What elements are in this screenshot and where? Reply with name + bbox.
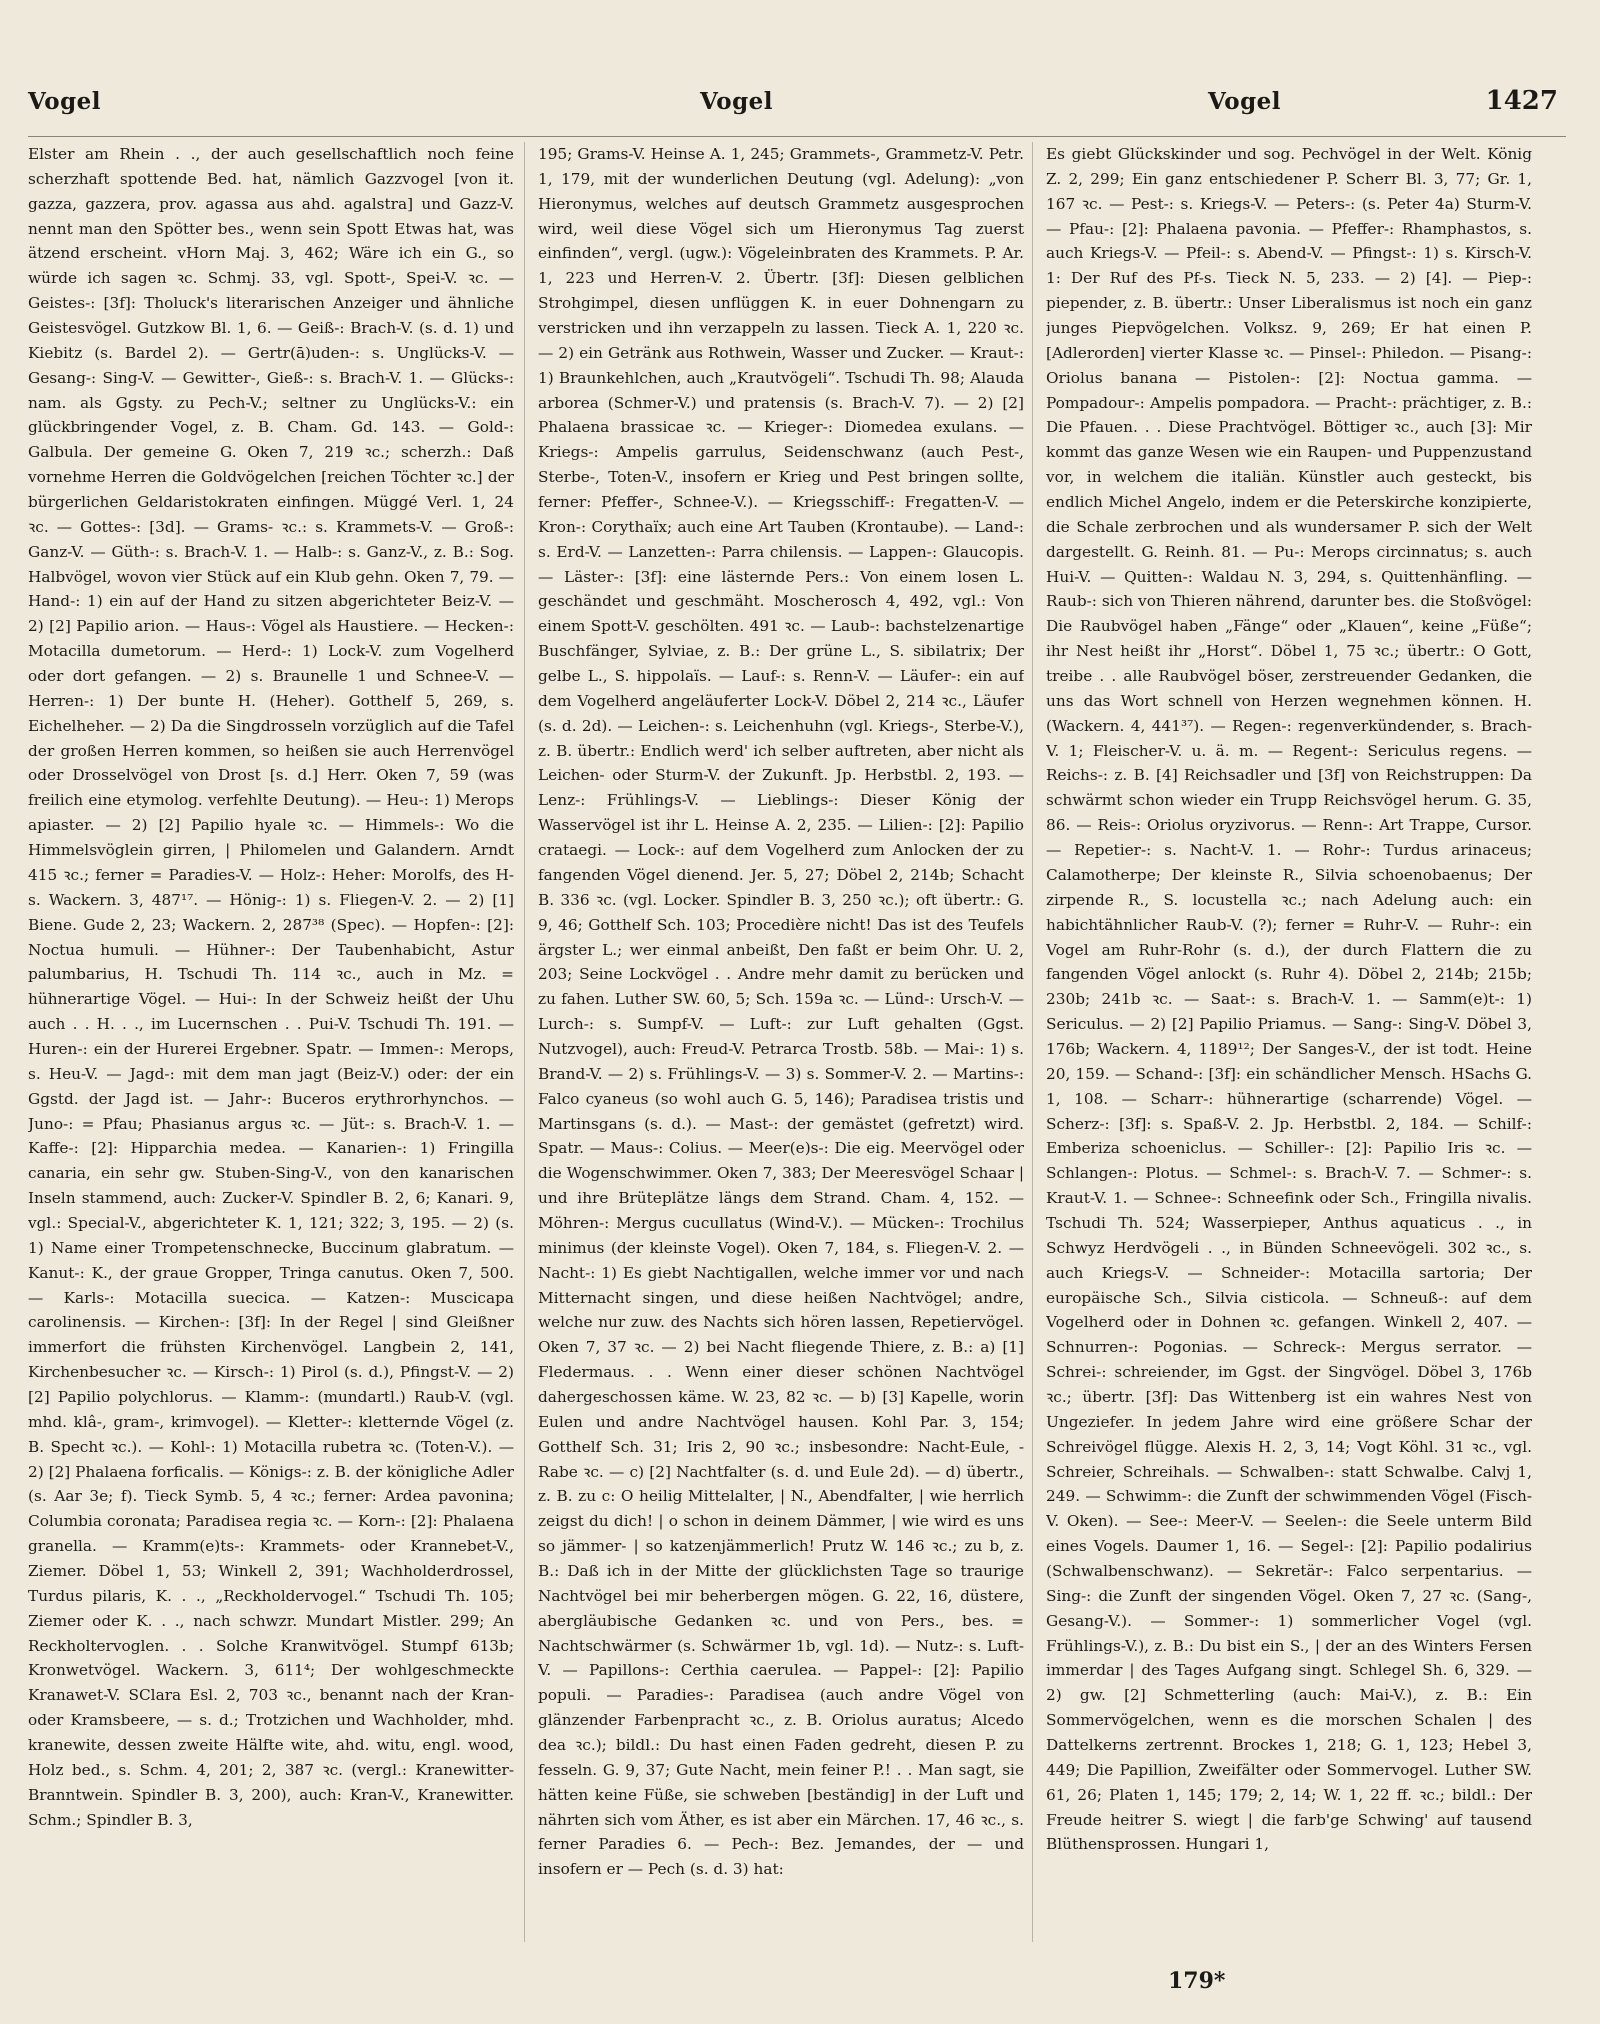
header-rule [28, 136, 1566, 137]
running-header [28, 88, 1558, 128]
text-column-middle [538, 142, 1024, 1952]
header-left-headword: Vogel [28, 88, 102, 115]
column-divider [1032, 142, 1033, 1942]
column-text: 195; Grams-V. Heinse A. 1, 245; Grammets-, Grammetz-V. Petr. 1, 179, mit der wunderlichen Deutung (vgl. Adelung): „von Hieronymus, welches auf deutsch Grammetz ausgesprochen wird, weil diese Vögel sich um Hieronymus Tag zuerst einfinden“, vergl. (ugw.): Vögeleinbraten des Krammets. P. Ar. 1, 223 und Herren-V. 2. Übertr. [3f]: Diesen gelblichen Strohgimpel, diesen unflüggen K. in euer Dohnengarn zu verstricken und ihn verzappeln zu lassen. Tieck A. 1, 220 ꝛc. — 2) ein Getränk aus Rothwein, Wasser und Zucker. — Kraut-: 1) Braunkehlchen, auch „Krautvögeli“. Tschudi Th. 98; Alauda arborea (Schmer-V.) und pratensis (s. Brach-V. 7). — 2) [2] Phalaena brassicae ꝛc. — Krieger-: Diomedea exulans. — Kriegs-: Ampelis garrulus, Seidenschwanz (auch Pest-, Sterbe-, Toten-V., insofern er Krieg und Pest bringen sollte, ferner: Pfeffer-, Schnee-V.). — Kriegsschiff-: Fregatten-V. — Kron-: Corythaïx; auch eine Art Tauben (Krontaube). — Land-: s. Erd-V. — Lanzetten-: Parra chilensis. — Lappen-: Glaucopis. — Läster-: [3f]: eine lästernde Pers.: Von einem losen L. geschändet und geschmäht. Moscherosch 4, 492, vgl.: Von einem Spott-V. geschölten. 491 ꝛc. — Laub-: bachstelzenartige Buschfänger, Sylviae, z. B.: Der grüne L., S. sibilatrix; Der gelbe L., S. hippolaïs. — Lauf-: s. Renn-V. — Läufer-: ein auf dem Vogelherd angeläuferter Lock-V. Döbel 2, 214 ꝛc., Läufer (s. d. 2d). — Leichen-: s. Leichenhuhn (vgl. Kriegs-, Sterbe-V.), z. B. übertr.: Endlich werd' ich selber auftreten, aber nicht als Leichen- oder Sturm-V. der Zukunft. Jp. Herbstbl. 2, 193. — Lenz-: Frühlings-V. — Lieblings-: Dieser König der Wasservögel ist ihr L. Heinse A. 2, 235. — Lilien-: [2]: Papilio crataegi. — Lock-: auf dem Vogelherd zum Anlocken der zu fangenden Vögel dienend. Jer. 5, 27; Döbel 2, 214b; Schacht B. 336 ꝛc. (vgl. Locker. Spindler B. 3, 250 ꝛc.); oft übertr.: G. 9, 46; Gotthelf Sch. 103; Procedière nicht! Das ist des Teufels ärgster L.; wer einmal anbeißt, Den faßt er beim Ohr. U. 2, 203; Seine Lockvögel . . Andre mehr damit zu berücken und zu fahen. Luther SW. 60, 5; Sch. 159a ꝛc. — Lünd-: Ursch-V. — Lurch-: s. Sumpf-V. — Luft-: zur Luft gehalten (Ggst. Nutzvogel), auch: Freud-V. Petrarca Trostb. 58b. — Mai-: 1) s. Brand-V. — 2) s. Frühlings-V. — 3) s. Sommer-V. 2. — Martins-: Falco cyaneus (so wohl auch G. 5, 146); Paradisea tristis und Martinsgans (s. d.). — Mast-: der gemästet (gefretzt) wird. Spatr. — Maus-: Colius. — Meer(e)s-: Die eig. Meervögel oder die Wogenschwimmer. Oken 7, 383; Der Meeresvögel Schaar | und ihre Brüteplätze längs dem Strand. Cham. 4, 152. — Möhren-: Mergus cucullatus (Wind-V.). — Mücken-: Trochilus minimus (der kleinste Vogel). Oken 7, 184, s. Fliegen-V. 2. — Nacht-: 1) Es giebt Nachtigallen, welche immer vor und nach Mitternacht singen, und diese heißen Nachtvögel; andre, welche nur zuw. des Nachts sich hören lassen, Repetiervögel. Oken 7, 37 ꝛc. — 2) bei Nacht fliegende Thiere, z. B.: a) [1] Fledermaus. . . Wenn einer dieser schönen Nachtvögel dahergeschossen käme. W. 23, 82 ꝛc. — b) [3] Kapelle, worin Eulen und andre Nachtvögel hausen. Kohl Par. 3, 154; Gotthelf Sch. 31; Iris 2, 90 ꝛc.; insbesondre: Nacht-Eule, -Rabe ꝛc. — c) [2] Nachtfalter (s. d. und Eule 2d). — d) übertr., z. B. zu c: O heilig Mittelalter, | N., Abendfalter, | wie herrlich zeigst du dich! | o schon in deinem Dämmer, | wie wird es uns so jämmer- | so katzenjämmerlich! Prutz W. 146 ꝛc.; zu b, z. B.: Daß ich in der Mitte der glücklichsten Tage so traurige Nachtvögel bei mir beherbergen mögen. G. 22, 16, düstere, abergläubische Gedanken ꝛc. und von Pers., bes. = Nachtschwärmer (s. Schwärmer 1b, vgl. 1d). — Nutz-: s. Luft-V. — Papillons-: Certhia caerulea. — Pappel-: [2]: Papilio populi. — Paradies-: Paradisea (auch andre Vögel von glänzender Farbenpracht ꝛc., z. B. Oriolus auratus; Alcedo dea ꝛc.); bildl.: Du hast einen Faden gedreht, diesen P. zu fesseln. G. 9, 37; Gute Nacht, mein feiner P.! . . Man sagt, sie hätten keine Füße, sie schweben [beständig] in der Luft und nährten sich vom Äther, es ist aber ein Märchen. 17, 46 ꝛc., s. ferner Paradies 6. — Pech-: Bez. Jemandes, der — und insofern er — Pech (s. d. 3) hat: [538, 145, 1024, 1879]
text-column-left [28, 142, 514, 1952]
header-center-headword: Vogel [700, 88, 774, 115]
column-text: Es giebt Glückskinder und sog. Pechvögel in der Welt. König Z. 2, 299; Ein ganz entschiedener P. Scherr Bl. 3, 77; Gr. 1, 167 ꝛc. — Pest-: s. Kriegs-V. — Peters-: (s. Peter 4a) Sturm-V. — Pfau-: [2]: Phalaena pavonia. — Pfeffer-: Rhamphastos, s. auch Kriegs-V. — Pfeil-: s. Abend-V. — Pfingst-: 1) s. Kirsch-V. 1: Der Ruf des Pf-s. Tieck N. 5, 233. — 2) [4]. — Piep-: piepender, z. B. übertr.: Unser Liberalismus ist noch ein ganz junges Piepvögelchen. Volksz. 9, 269; Er hat einen P. [Adlerorden] vierter Klasse ꝛc. — Pinsel-: Philedon. — Pisang-: Oriolus banana — Pistolen-: [2]: Noctua gamma. — Pompadour-: Ampelis pompadora. — Pracht-: prächtiger, z. B.: Die Pfauen. . . Diese Prachtvögel. Böttiger ꝛc., auch [3]: Mir kommt das ganze Wesen wie ein Raupen- und Puppenzustand vor, in welchem die italiän. Künstler auch gesteckt, bis endlich Michel Angelo, indem er die Peterskirche konzipierte, die Schale zerbrochen und als wundersamer P. sich der Welt dargestellt. G. Reinh. 81. — Pu-: Merops circinnatus; s. auch Hui-V. — Quitten-: Waldau N. 3, 294, s. Quittenhänfling. — Raub-: sich von Thieren nährend, darunter bes. die Stoßvögel: Die Raubvögel haben „Fänge“ oder „Klauen“, keine „Füße“; ihr Nest heißt ihr „Horst“. Döbel 1, 75 ꝛc.; übertr.: O Gott, treibe . . alle Raubvögel böser, zerstreuender Gedanken, die uns das Wort schnell von Herzen wegnehmen können. H. (Wackern. 4, 441³⁷). — Regen-: regenverkündender, s. Brach-V. 1; Fleischer-V. u. ä. m. — Regent-: Sericulus regens. — Reichs-: z. B. [4] Reichsadler und [3f] von Reichstruppen: Da schwärmt schon wieder ein Trupp Reichsvögel herum. G. 35, 86. — Reis-: Oriolus oryzivorus. — Renn-: Art Trappe, Cursor. — Repetier-: s. Nacht-V. 1. — Rohr-: Turdus arinaceus; Calamotherpe; Der kleinste R., Silvia schoenobaenus; Der zirpende R., S. locustella ꝛc.; nach Adelung auch: ein habichtähnlicher Raub-V. (?); ferner = Ruhr-V. — Ruhr-: ein Vogel am Ruhr-Rohr (s. d.), der durch Flattern die zu fangenden Vögel anlockt (s. Ruhr 4). Döbel 2, 214b; 215b; 230b; 241b ꝛc. — Saat-: s. Brach-V. 1. — Samm(e)t-: 1) Sericulus. — 2) [2] Papilio Priamus. — Sang-: Sing-V. Döbel 3, 176b; Wackern. 4, 1189¹²; Der Sanges-V., der ist todt. Heine 20, 159. — Schand-: [3f]: ein schändlicher Mensch. HSachs G. 1, 108. — Scharr-: hühnerartige (scharrende) Vögel. — Scherz-: [3f]: s. Spaß-V. 2. Jp. Herbstbl. 2, 184. — Schilf-: Emberiza schoeniclus. — Schiller-: [2]: Papilio Iris ꝛc. — Schlangen-: Plotus. — Schmel-: s. Brach-V. 7. — Schmer-: s. Kraut-V. 1. — Schnee-: Schneefink oder Sch., Fringilla nivalis. Tschudi Th. 524; Wasserpieper, Anthus aquaticus . ., in Schwyz Herdvögeli . ., in Bünden Schneevögeli. 302 ꝛc., s. auch Kriegs-V. — Schneider-: Motacilla sartoria; Der europäische Sch., Silvia cisticola. — Schneuß-: auf dem Vogelherd oder in Dohnen ꝛc. gefangen. Winkell 2, 407. — Schnurren-: Pogonias. — Schreck-: Mergus serrator. — Schrei-: schreiender, im Ggst. der Singvögel. Döbel 3, 176b ꝛc.; übertr. [3f]: Das Wittenberg ist ein wahres Nest von Ungeziefer. In jedem Jahre wird eine größere Schar der Schreivögel flügge. Alexis H. 2, 3, 14; Vogt Köhl. 31 ꝛc., vgl. Schreier, Schreihals. — Schwalben-: statt Schwalbe. Calvj 1, 249. — Schwimm-: die Zunft der schwimmenden Vögel (Fisch-V. Oken). — See-: Meer-V. — Seelen-: die Seele unterm Bild eines Vogels. Daumer 1, 16. — Segel-: [2]: Papilio podalirius (Schwalbenschwanz). — Sekretär-: Falco serpentarius. — Sing-: die Zunft der singenden Vögel. Oken 7, 27 ꝛc. (Sang-, Gesang-V.). — Sommer-: 1) sommerlicher Vogel (vgl. Frühlings-V.), z. B.: Du bist ein S., | der an des Winters Fersen immerdar | des Tages Aufgang singt. Schlegel Sh. 6, 329. — 2) gw. [2] Schmetterling (auch: Mai-V.), z. B.: Ein Sommervögelchen, wenn es die morschen Schalen | des Dattelkerns zertrennt. Brockes 1, 218; G. 1, 123; Hebel 3, 449; Die Papillion, Zweifälter oder Sommervogel. Luther SW. 61, 26; Platen 1, 145; 179; 2, 14; W. 1, 22 ff. ꝛc.; bildl.: Der Freude heitrer S. wiegt | die farb'ge Schwing' auf tausend Blüthensprossen. Hungari 1, [1046, 145, 1532, 1854]
printer-signature: 179* [1168, 1968, 1226, 1994]
header-right-headword: Vogel [1208, 88, 1282, 115]
column-divider [524, 142, 525, 1942]
page-number: 1427 [1485, 86, 1558, 116]
column-text: Elster am Rhein . ., der auch gesellschaftlich noch feine scherzhaft spottende Bed. hat, nämlich Gazzvogel [von it. gazza, gazzera, prov. agassa aus ahd. agalstra] und Gazz-V. nennt man den Spötter bes., wenn sein Spott Etwas hat, was ätzend erscheint. vHorn Maj. 3, 462; Wäre ich ein G., so würde ich sagen ꝛc. Schmj. 33, vgl. Spott-, Spei-V. ꝛc. — Geistes-: [3f]: Tholuck's literarischen Anzeiger und ähnliche Geistesvögel. Gutzkow Bl. 1, 6. — Geiß-: Brach-V. (s. d. 1) und Kiebitz (s. Bardel 2). — Gertr(ā)uden-: s. Unglücks-V. — Gesang-: Sing-V. — Gewitter-, Gieß-: s. Brach-V. 1. — Glücks-: nam. als Ggsty. zu Pech-V.; seltner zu Unglücks-V.: ein glückbringender Vogel, z. B. Cham. Gd. 143. — Gold-: Galbula. Der gemeine G. Oken 7, 219 ꝛc.; scherzh.: Daß vornehme Herren die Goldvögelchen [reichen Töchter ꝛc.] der bürgerlichen Geldaristokraten einfingen. Müggé Verl. 1, 24 ꝛc. — Gottes-: [3d]. — Grams- ꝛc.: s. Krammets-V. — Groß-: Ganz-V. — Güth-: s. Brach-V. 1. — Halb-: s. Ganz-V., z. B.: Sog. Halbvögel, wovon vier Stück auf ein Klub gehn. Oken 7, 79. — Hand-: 1) ein auf der Hand zu sitzen abgerichteter Beiz-V. — 2) [2] Papilio arion. — Haus-: Vögel als Haustiere. — Hecken-: Motacilla dumetorum. — Herd-: 1) Lock-V. zum Vogelherd oder dort gefangen. — 2) s. Braunelle 1 und Schnee-V. — Herren-: 1) Der bunte H. (Heher). Gotthelf 5, 269, s. Eichelheher. — 2) Da die Singdrosseln vorzüglich auf die Tafel der großen Herren kommen, so heißen sie auch Herrenvögel oder Drosselvögel von Drost [s. d.] Herr. Oken 7, 59 (was freilich eine etymolog. verfehlte Deutung). — Heu-: 1) Merops apiaster. — 2) [2] Papilio hyale ꝛc. — Himmels-: Wo die Himmelsvöglein girren, | Philomelen und Galandern. Arndt 415 ꝛc.; ferner = Paradies-V. — Holz-: Heher: Morolfs, des H-s. Wackern. 3, 487¹⁷. — Hönig-: 1) s. Fliegen-V. 2. — 2) [1] Biene. Gude 2, 23; Wackern. 2, 287³⁸ (Spec). — Hopfen-: [2]: Noctua humuli. — Hühner-: Der Taubenhabicht, Astur palumbarius, H. Tschudi Th. 114 ꝛc., auch in Mz. = hühnerartige Vögel. — Hui-: In der Schweiz heißt der Uhu auch . . H. . ., im Lucernschen . . Pui-V. Tschudi Th. 191. — Huren-: ein der Hurerei Ergebner. Spatr. — Immen-: Merops, s. Heu-V. — Jagd-: mit dem man jagt (Beiz-V.) oder: der ein Ggstd. der Jagd ist. — Jahr-: Buceros erythrorhynchos. — Juno-: = Pfau; Phasianus argus ꝛc. — Jüt-: s. Brach-V. 1. — Kaffe-: [2]: Hipparchia medea. — Kanarien-: 1) Fringilla canaria, ein sehr gw. Stuben-Sing-V., von den kanarischen Inseln stammend, auch: Zucker-V. Spindler B. 2, 6; Kanari. 9, vgl.: Special-V., abgerichteter K. 1, 121; 322; 3, 195. — 2) (s. 1) Name einer Trompetenschnecke, Buccinum glabratum. — Kanut-: K., der graue Gropper, Tringa canutus. Oken 7, 500. — Karls-: Motacilla suecica. — Katzen-: Muscicapa carolinensis. — Kirchen-: [3f]: In der Regel | sind Gleißner immerfort die frühsten Kirchenvögel. Langbein 2, 141, Kirchenbesucher ꝛc. — Kirsch-: 1) Pirol (s. d.), Pfingst-V. — 2) [2] Papilio polychlorus. — Klamm-: (mundartl.) Raub-V. (vgl. mhd. klâ-, gram-, krimvogel). — Kletter-: kletternde Vögel (z. B. Specht ꝛc.). — Kohl-: 1) Motacilla rubetra ꝛc. (Toten-V.). — 2) [2] Phalaena forficalis. — Königs-: z. B. der königliche Adler (s. Aar 3e; f). Tieck Symb. 5, 4 ꝛc.; ferner: Ardea pavonina; Columbia coronata; Paradisea regia ꝛc. — Korn-: [2]: Phalaena granella. — Kramm(e)ts-: Krammets- oder Krannebet-V., Ziemer. Döbel 1, 53; Winkell 2, 391; Wachholderdrossel, Turdus pilaris, K. . ., „Reckholdervogel.“ Tschudi Th. 105; Ziemer oder K. . ., nach schwzr. Mundart Mistler. 299; An Reckholtervoglen. . . Solche Kranwitvögel. Stumpf 613b; Kronwetvögel. Wackern. 3, 611⁴; Der wohlgeschmeckte Kranawet-V. SClara Esl. 2, 703 ꝛc., benannt nach der Kran- oder Kramsbeere, — s. d.; Trotzichen und Wachholder, mhd. kranewite, dessen zweite Hälfte wite, ahd. witu, engl. wood, Holz bed., s. Schm. 4, 201; 2, 387 ꝛc. (vergl.: Kranewitter-Branntwein. Spindler B. 3, 200), auch: Kran-V., Kranewitter. Schm.; Spindler B. 3, [28, 145, 514, 1829]
text-column-right [1046, 142, 1532, 1952]
